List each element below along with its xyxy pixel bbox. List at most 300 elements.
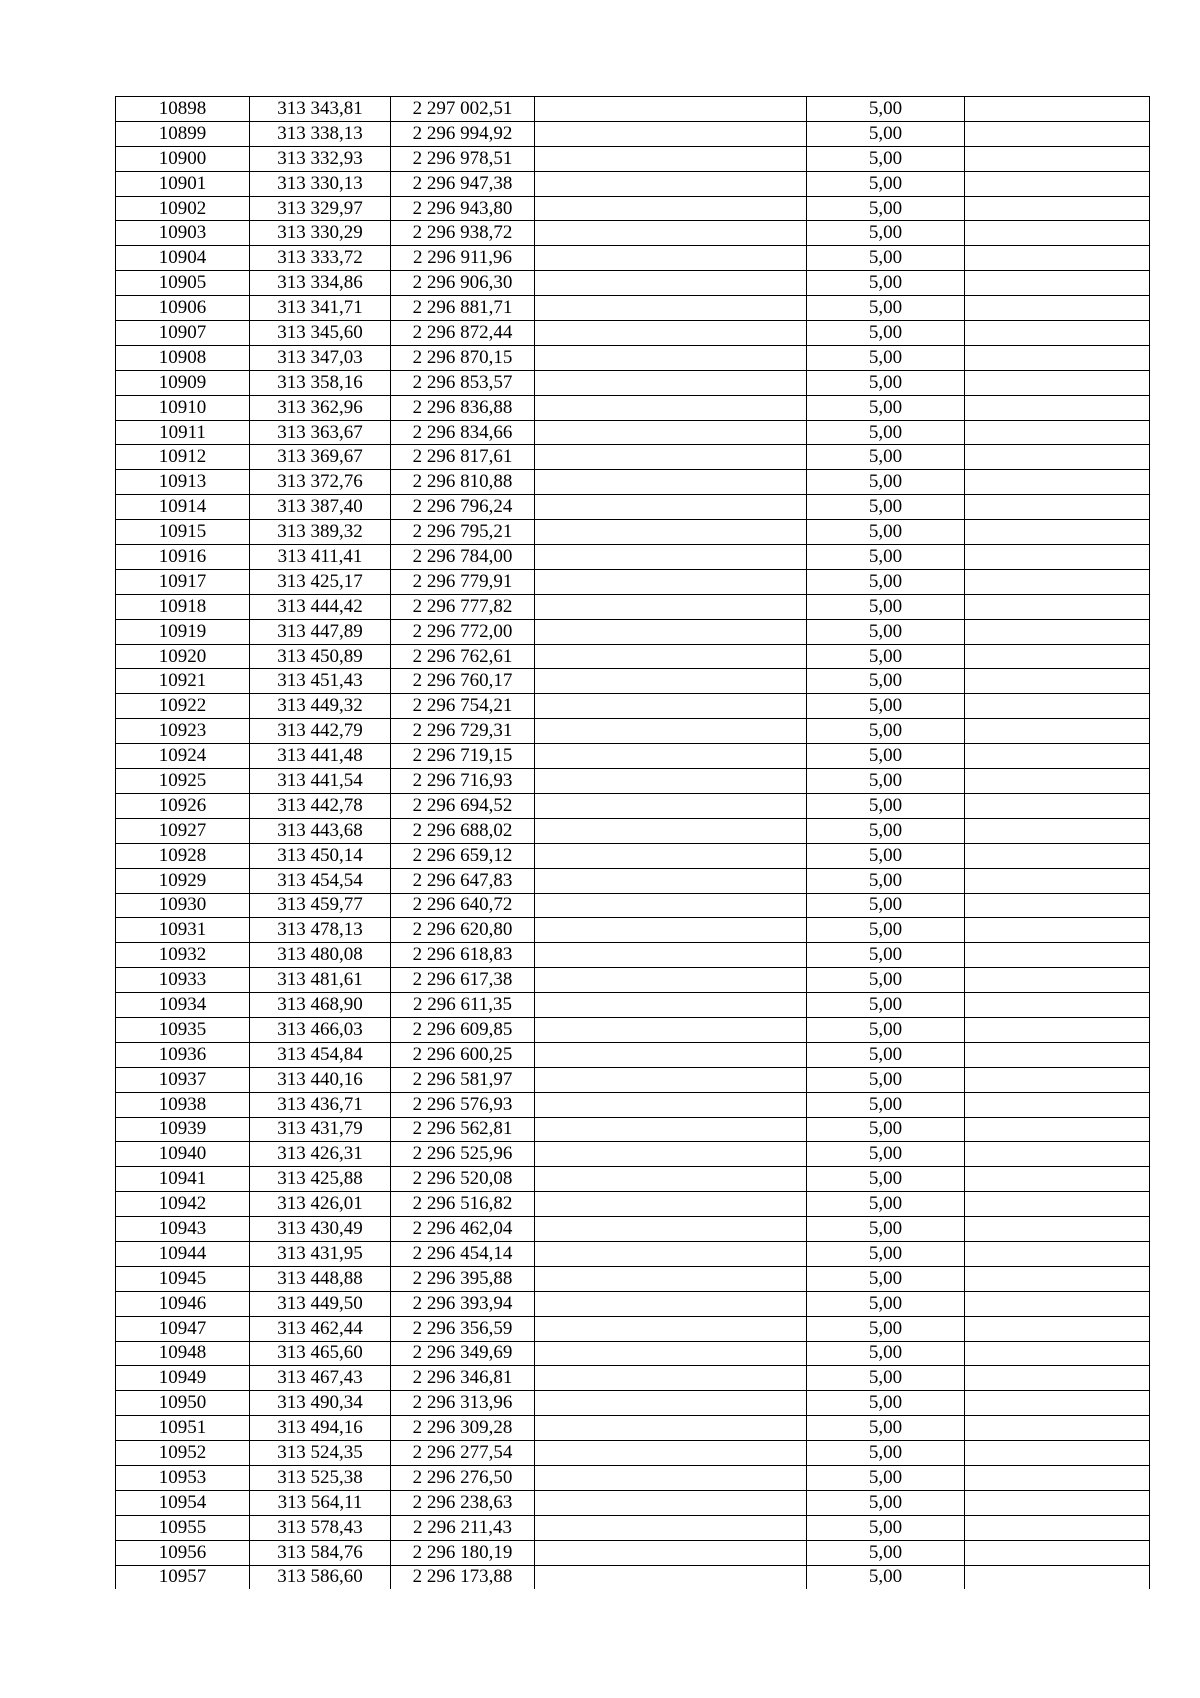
y-coordinate-cell: 2 296 784,00 bbox=[391, 545, 535, 570]
table-row bbox=[116, 545, 1150, 570]
x-coordinate-cell: 313 494,16 bbox=[250, 1416, 391, 1441]
blank-cell bbox=[535, 769, 807, 794]
blank-cell bbox=[535, 1092, 807, 1117]
blank-cell bbox=[535, 1167, 807, 1192]
blank-cell bbox=[535, 594, 807, 619]
y-coordinate-cell: 2 296 810,88 bbox=[391, 470, 535, 495]
blank-cell bbox=[965, 271, 1150, 296]
point-number-cell: 10902 bbox=[116, 196, 250, 221]
blank-cell bbox=[535, 1192, 807, 1217]
blank-cell bbox=[965, 470, 1150, 495]
point-number-cell: 10935 bbox=[116, 1017, 250, 1042]
point-number-cell: 10898 bbox=[116, 97, 250, 122]
x-coordinate-cell: 313 478,13 bbox=[250, 918, 391, 943]
blank-cell bbox=[535, 1540, 807, 1565]
value-cell: 5,00 bbox=[807, 97, 965, 122]
table-row bbox=[116, 1465, 1150, 1490]
blank-cell bbox=[965, 993, 1150, 1018]
blank-cell bbox=[535, 1465, 807, 1490]
y-coordinate-cell: 2 296 836,88 bbox=[391, 395, 535, 420]
table-row bbox=[116, 843, 1150, 868]
table-row bbox=[116, 395, 1150, 420]
value-cell: 5,00 bbox=[807, 1017, 965, 1042]
table-body bbox=[116, 97, 1150, 1590]
blank-cell bbox=[965, 296, 1150, 321]
x-coordinate-cell: 313 584,76 bbox=[250, 1540, 391, 1565]
blank-cell bbox=[535, 868, 807, 893]
blank-cell bbox=[535, 445, 807, 470]
x-coordinate-cell: 313 332,93 bbox=[250, 146, 391, 171]
value-cell: 5,00 bbox=[807, 1291, 965, 1316]
y-coordinate-cell: 2 296 356,59 bbox=[391, 1316, 535, 1341]
value-cell: 5,00 bbox=[807, 296, 965, 321]
y-coordinate-cell: 2 296 349,69 bbox=[391, 1341, 535, 1366]
table-row bbox=[116, 744, 1150, 769]
value-cell: 5,00 bbox=[807, 1366, 965, 1391]
x-coordinate-cell: 313 451,43 bbox=[250, 669, 391, 694]
value-cell: 5,00 bbox=[807, 669, 965, 694]
blank-cell bbox=[535, 97, 807, 122]
blank-cell bbox=[965, 818, 1150, 843]
y-coordinate-cell: 2 296 525,96 bbox=[391, 1142, 535, 1167]
x-coordinate-cell: 313 441,48 bbox=[250, 744, 391, 769]
table-row bbox=[116, 918, 1150, 943]
blank-cell bbox=[535, 1515, 807, 1540]
value-cell: 5,00 bbox=[807, 769, 965, 794]
x-coordinate-cell: 313 345,60 bbox=[250, 321, 391, 346]
value-cell: 5,00 bbox=[807, 619, 965, 644]
blank-cell bbox=[535, 370, 807, 395]
y-coordinate-cell: 2 296 647,83 bbox=[391, 868, 535, 893]
y-coordinate-cell: 2 296 581,97 bbox=[391, 1067, 535, 1092]
blank-cell bbox=[965, 644, 1150, 669]
value-cell: 5,00 bbox=[807, 1490, 965, 1515]
y-coordinate-cell: 2 296 779,91 bbox=[391, 569, 535, 594]
y-coordinate-cell: 2 296 277,54 bbox=[391, 1441, 535, 1466]
x-coordinate-cell: 313 431,79 bbox=[250, 1117, 391, 1142]
y-coordinate-cell: 2 296 516,82 bbox=[391, 1192, 535, 1217]
point-number-cell: 10904 bbox=[116, 246, 250, 271]
value-cell: 5,00 bbox=[807, 545, 965, 570]
y-coordinate-cell: 2 296 911,96 bbox=[391, 246, 535, 271]
blank-cell bbox=[535, 1565, 807, 1589]
point-number-cell: 10952 bbox=[116, 1441, 250, 1466]
x-coordinate-cell: 313 369,67 bbox=[250, 445, 391, 470]
x-coordinate-cell: 313 333,72 bbox=[250, 246, 391, 271]
point-number-cell: 10920 bbox=[116, 644, 250, 669]
table-row bbox=[116, 520, 1150, 545]
table-row bbox=[116, 1142, 1150, 1167]
blank-cell bbox=[535, 1217, 807, 1242]
x-coordinate-cell: 313 436,71 bbox=[250, 1092, 391, 1117]
x-coordinate-cell: 313 449,32 bbox=[250, 694, 391, 719]
point-number-cell: 10903 bbox=[116, 221, 250, 246]
point-number-cell: 10948 bbox=[116, 1341, 250, 1366]
value-cell: 5,00 bbox=[807, 1142, 965, 1167]
value-cell: 5,00 bbox=[807, 395, 965, 420]
blank-cell bbox=[535, 146, 807, 171]
blank-cell bbox=[535, 1067, 807, 1092]
table-row bbox=[116, 569, 1150, 594]
table-row bbox=[116, 1416, 1150, 1441]
value-cell: 5,00 bbox=[807, 271, 965, 296]
blank-cell bbox=[965, 868, 1150, 893]
y-coordinate-cell: 2 296 796,24 bbox=[391, 495, 535, 520]
table-row bbox=[116, 146, 1150, 171]
value-cell: 5,00 bbox=[807, 569, 965, 594]
blank-cell bbox=[965, 246, 1150, 271]
blank-cell bbox=[535, 1316, 807, 1341]
value-cell: 5,00 bbox=[807, 694, 965, 719]
value-cell: 5,00 bbox=[807, 968, 965, 993]
blank-cell bbox=[965, 1515, 1150, 1540]
blank-cell bbox=[535, 395, 807, 420]
point-number-cell: 10911 bbox=[116, 420, 250, 445]
x-coordinate-cell: 313 372,76 bbox=[250, 470, 391, 495]
point-number-cell: 10957 bbox=[116, 1565, 250, 1589]
blank-cell bbox=[965, 196, 1150, 221]
y-coordinate-cell: 2 296 454,14 bbox=[391, 1241, 535, 1266]
x-coordinate-cell: 313 329,97 bbox=[250, 196, 391, 221]
blank-cell bbox=[965, 719, 1150, 744]
table-row bbox=[116, 818, 1150, 843]
y-coordinate-cell: 2 296 943,80 bbox=[391, 196, 535, 221]
blank-cell bbox=[535, 196, 807, 221]
x-coordinate-cell: 313 442,78 bbox=[250, 793, 391, 818]
value-cell: 5,00 bbox=[807, 1067, 965, 1092]
x-coordinate-cell: 313 430,49 bbox=[250, 1217, 391, 1242]
blank-cell bbox=[535, 719, 807, 744]
table-row bbox=[116, 594, 1150, 619]
x-coordinate-cell: 313 450,14 bbox=[250, 843, 391, 868]
value-cell: 5,00 bbox=[807, 370, 965, 395]
y-coordinate-cell: 2 296 393,94 bbox=[391, 1291, 535, 1316]
blank-cell bbox=[965, 1291, 1150, 1316]
table-row bbox=[116, 1167, 1150, 1192]
y-coordinate-cell: 2 296 881,71 bbox=[391, 296, 535, 321]
y-coordinate-cell: 2 296 719,15 bbox=[391, 744, 535, 769]
point-number-cell: 10954 bbox=[116, 1490, 250, 1515]
blank-cell bbox=[965, 1540, 1150, 1565]
blank-cell bbox=[535, 619, 807, 644]
value-cell: 5,00 bbox=[807, 246, 965, 271]
table-row bbox=[116, 993, 1150, 1018]
table-row bbox=[116, 868, 1150, 893]
value-cell: 5,00 bbox=[807, 1192, 965, 1217]
blank-cell bbox=[535, 993, 807, 1018]
x-coordinate-cell: 313 448,88 bbox=[250, 1266, 391, 1291]
value-cell: 5,00 bbox=[807, 1217, 965, 1242]
point-number-cell: 10956 bbox=[116, 1540, 250, 1565]
table-row bbox=[116, 793, 1150, 818]
y-coordinate-cell: 2 296 760,17 bbox=[391, 669, 535, 694]
x-coordinate-cell: 313 442,79 bbox=[250, 719, 391, 744]
point-number-cell: 10936 bbox=[116, 1042, 250, 1067]
x-coordinate-cell: 313 525,38 bbox=[250, 1465, 391, 1490]
point-number-cell: 10947 bbox=[116, 1316, 250, 1341]
point-number-cell: 10937 bbox=[116, 1067, 250, 1092]
x-coordinate-cell: 313 481,61 bbox=[250, 968, 391, 993]
blank-cell bbox=[535, 1042, 807, 1067]
x-coordinate-cell: 313 330,13 bbox=[250, 171, 391, 196]
point-number-cell: 10913 bbox=[116, 470, 250, 495]
table-row bbox=[116, 644, 1150, 669]
x-coordinate-cell: 313 441,54 bbox=[250, 769, 391, 794]
table-row bbox=[116, 495, 1150, 520]
point-number-cell: 10912 bbox=[116, 445, 250, 470]
table-row bbox=[116, 1241, 1150, 1266]
table-row bbox=[116, 1017, 1150, 1042]
value-cell: 5,00 bbox=[807, 470, 965, 495]
blank-cell bbox=[965, 1017, 1150, 1042]
blank-cell bbox=[535, 495, 807, 520]
blank-cell bbox=[965, 1490, 1150, 1515]
point-number-cell: 10945 bbox=[116, 1266, 250, 1291]
blank-cell bbox=[535, 1416, 807, 1441]
point-number-cell: 10927 bbox=[116, 818, 250, 843]
value-cell: 5,00 bbox=[807, 1465, 965, 1490]
value-cell: 5,00 bbox=[807, 893, 965, 918]
point-number-cell: 10932 bbox=[116, 943, 250, 968]
x-coordinate-cell: 313 449,50 bbox=[250, 1291, 391, 1316]
value-cell: 5,00 bbox=[807, 495, 965, 520]
table-row bbox=[116, 669, 1150, 694]
table-row bbox=[116, 1341, 1150, 1366]
point-number-cell: 10900 bbox=[116, 146, 250, 171]
blank-cell bbox=[965, 769, 1150, 794]
y-coordinate-cell: 2 296 211,43 bbox=[391, 1515, 535, 1540]
x-coordinate-cell: 313 341,71 bbox=[250, 296, 391, 321]
table-row bbox=[116, 893, 1150, 918]
y-coordinate-cell: 2 296 777,82 bbox=[391, 594, 535, 619]
y-coordinate-cell: 2 296 694,52 bbox=[391, 793, 535, 818]
point-number-cell: 10940 bbox=[116, 1142, 250, 1167]
y-coordinate-cell: 2 297 002,51 bbox=[391, 97, 535, 122]
y-coordinate-cell: 2 296 947,38 bbox=[391, 171, 535, 196]
point-number-cell: 10922 bbox=[116, 694, 250, 719]
table-row bbox=[116, 445, 1150, 470]
table-row bbox=[116, 1291, 1150, 1316]
blank-cell bbox=[965, 171, 1150, 196]
x-coordinate-cell: 313 490,34 bbox=[250, 1391, 391, 1416]
blank-cell bbox=[965, 1441, 1150, 1466]
blank-cell bbox=[535, 321, 807, 346]
point-number-cell: 10924 bbox=[116, 744, 250, 769]
value-cell: 5,00 bbox=[807, 146, 965, 171]
x-coordinate-cell: 313 426,31 bbox=[250, 1142, 391, 1167]
x-coordinate-cell: 313 524,35 bbox=[250, 1441, 391, 1466]
point-number-cell: 10908 bbox=[116, 345, 250, 370]
blank-cell bbox=[535, 669, 807, 694]
point-number-cell: 10938 bbox=[116, 1092, 250, 1117]
blank-cell bbox=[965, 918, 1150, 943]
table-row bbox=[116, 271, 1150, 296]
value-cell: 5,00 bbox=[807, 1341, 965, 1366]
blank-cell bbox=[965, 146, 1150, 171]
table-row bbox=[116, 345, 1150, 370]
point-number-cell: 10930 bbox=[116, 893, 250, 918]
x-coordinate-cell: 313 358,16 bbox=[250, 370, 391, 395]
blank-cell bbox=[965, 495, 1150, 520]
point-number-cell: 10931 bbox=[116, 918, 250, 943]
table-row bbox=[116, 221, 1150, 246]
table-row bbox=[116, 1540, 1150, 1565]
value-cell: 5,00 bbox=[807, 943, 965, 968]
point-number-cell: 10946 bbox=[116, 1291, 250, 1316]
table-row bbox=[116, 719, 1150, 744]
x-coordinate-cell: 313 459,77 bbox=[250, 893, 391, 918]
value-cell: 5,00 bbox=[807, 445, 965, 470]
y-coordinate-cell: 2 296 173,88 bbox=[391, 1565, 535, 1589]
y-coordinate-cell: 2 296 978,51 bbox=[391, 146, 535, 171]
blank-cell bbox=[535, 121, 807, 146]
blank-cell bbox=[965, 520, 1150, 545]
y-coordinate-cell: 2 296 520,08 bbox=[391, 1167, 535, 1192]
point-number-cell: 10950 bbox=[116, 1391, 250, 1416]
table-row bbox=[116, 196, 1150, 221]
blank-cell bbox=[535, 1017, 807, 1042]
point-number-cell: 10943 bbox=[116, 1217, 250, 1242]
blank-cell bbox=[965, 569, 1150, 594]
y-coordinate-cell: 2 296 872,44 bbox=[391, 321, 535, 346]
point-number-cell: 10929 bbox=[116, 868, 250, 893]
blank-cell bbox=[535, 1291, 807, 1316]
blank-cell bbox=[535, 744, 807, 769]
blank-cell bbox=[535, 968, 807, 993]
blank-cell bbox=[965, 1316, 1150, 1341]
value-cell: 5,00 bbox=[807, 793, 965, 818]
x-coordinate-cell: 313 425,88 bbox=[250, 1167, 391, 1192]
point-number-cell: 10925 bbox=[116, 769, 250, 794]
point-number-cell: 10949 bbox=[116, 1366, 250, 1391]
x-coordinate-cell: 313 447,89 bbox=[250, 619, 391, 644]
y-coordinate-cell: 2 296 729,31 bbox=[391, 719, 535, 744]
point-number-cell: 10941 bbox=[116, 1167, 250, 1192]
table-row bbox=[116, 171, 1150, 196]
blank-cell bbox=[965, 1341, 1150, 1366]
table-row bbox=[116, 1266, 1150, 1291]
point-number-cell: 10917 bbox=[116, 569, 250, 594]
point-number-cell: 10916 bbox=[116, 545, 250, 570]
blank-cell bbox=[965, 1465, 1150, 1490]
blank-cell bbox=[965, 1217, 1150, 1242]
value-cell: 5,00 bbox=[807, 1167, 965, 1192]
blank-cell bbox=[535, 271, 807, 296]
point-number-cell: 10907 bbox=[116, 321, 250, 346]
blank-cell bbox=[965, 1167, 1150, 1192]
x-coordinate-cell: 313 334,86 bbox=[250, 271, 391, 296]
y-coordinate-cell: 2 296 238,63 bbox=[391, 1490, 535, 1515]
value-cell: 5,00 bbox=[807, 1540, 965, 1565]
blank-cell bbox=[535, 1391, 807, 1416]
value-cell: 5,00 bbox=[807, 1266, 965, 1291]
x-coordinate-cell: 313 467,43 bbox=[250, 1366, 391, 1391]
table-row bbox=[116, 1565, 1150, 1589]
table-row bbox=[116, 420, 1150, 445]
value-cell: 5,00 bbox=[807, 1117, 965, 1142]
value-cell: 5,00 bbox=[807, 1092, 965, 1117]
blank-cell bbox=[535, 1341, 807, 1366]
x-coordinate-cell: 313 431,95 bbox=[250, 1241, 391, 1266]
point-number-cell: 10914 bbox=[116, 495, 250, 520]
value-cell: 5,00 bbox=[807, 1316, 965, 1341]
y-coordinate-cell: 2 296 870,15 bbox=[391, 345, 535, 370]
table-row bbox=[116, 1067, 1150, 1092]
point-number-cell: 10910 bbox=[116, 395, 250, 420]
blank-cell bbox=[535, 345, 807, 370]
point-number-cell: 10905 bbox=[116, 271, 250, 296]
value-cell: 5,00 bbox=[807, 1416, 965, 1441]
point-number-cell: 10919 bbox=[116, 619, 250, 644]
y-coordinate-cell: 2 296 754,21 bbox=[391, 694, 535, 719]
blank-cell bbox=[535, 818, 807, 843]
x-coordinate-cell: 313 347,03 bbox=[250, 345, 391, 370]
blank-cell bbox=[535, 545, 807, 570]
blank-cell bbox=[535, 470, 807, 495]
blank-cell bbox=[965, 1241, 1150, 1266]
x-coordinate-cell: 313 330,29 bbox=[250, 221, 391, 246]
blank-cell bbox=[965, 1416, 1150, 1441]
table-row bbox=[116, 370, 1150, 395]
blank-cell bbox=[965, 843, 1150, 868]
point-number-cell: 10944 bbox=[116, 1241, 250, 1266]
y-coordinate-cell: 2 296 313,96 bbox=[391, 1391, 535, 1416]
x-coordinate-cell: 313 426,01 bbox=[250, 1192, 391, 1217]
blank-cell bbox=[965, 545, 1150, 570]
blank-cell bbox=[965, 1266, 1150, 1291]
point-number-cell: 10923 bbox=[116, 719, 250, 744]
point-number-cell: 10942 bbox=[116, 1192, 250, 1217]
blank-cell bbox=[535, 1490, 807, 1515]
y-coordinate-cell: 2 296 716,93 bbox=[391, 769, 535, 794]
blank-cell bbox=[535, 1266, 807, 1291]
value-cell: 5,00 bbox=[807, 121, 965, 146]
point-number-cell: 10926 bbox=[116, 793, 250, 818]
point-number-cell: 10928 bbox=[116, 843, 250, 868]
table-row bbox=[116, 1316, 1150, 1341]
blank-cell bbox=[965, 1117, 1150, 1142]
point-number-cell: 10953 bbox=[116, 1465, 250, 1490]
x-coordinate-cell: 313 450,89 bbox=[250, 644, 391, 669]
x-coordinate-cell: 313 362,96 bbox=[250, 395, 391, 420]
point-number-cell: 10909 bbox=[116, 370, 250, 395]
x-coordinate-cell: 313 411,41 bbox=[250, 545, 391, 570]
blank-cell bbox=[965, 694, 1150, 719]
point-number-cell: 10906 bbox=[116, 296, 250, 321]
table-row bbox=[116, 1441, 1150, 1466]
table-row bbox=[116, 619, 1150, 644]
y-coordinate-cell: 2 296 309,28 bbox=[391, 1416, 535, 1441]
value-cell: 5,00 bbox=[807, 345, 965, 370]
value-cell: 5,00 bbox=[807, 1391, 965, 1416]
blank-cell bbox=[965, 445, 1150, 470]
x-coordinate-cell: 313 363,67 bbox=[250, 420, 391, 445]
y-coordinate-cell: 2 296 938,72 bbox=[391, 221, 535, 246]
blank-cell bbox=[965, 669, 1150, 694]
value-cell: 5,00 bbox=[807, 420, 965, 445]
y-coordinate-cell: 2 296 659,12 bbox=[391, 843, 535, 868]
value-cell: 5,00 bbox=[807, 644, 965, 669]
x-coordinate-cell: 313 338,13 bbox=[250, 121, 391, 146]
point-number-cell: 10939 bbox=[116, 1117, 250, 1142]
x-coordinate-cell: 313 440,16 bbox=[250, 1067, 391, 1092]
y-coordinate-cell: 2 296 817,61 bbox=[391, 445, 535, 470]
blank-cell bbox=[965, 793, 1150, 818]
x-coordinate-cell: 313 586,60 bbox=[250, 1565, 391, 1589]
blank-cell bbox=[965, 744, 1150, 769]
value-cell: 5,00 bbox=[807, 843, 965, 868]
blank-cell bbox=[965, 594, 1150, 619]
